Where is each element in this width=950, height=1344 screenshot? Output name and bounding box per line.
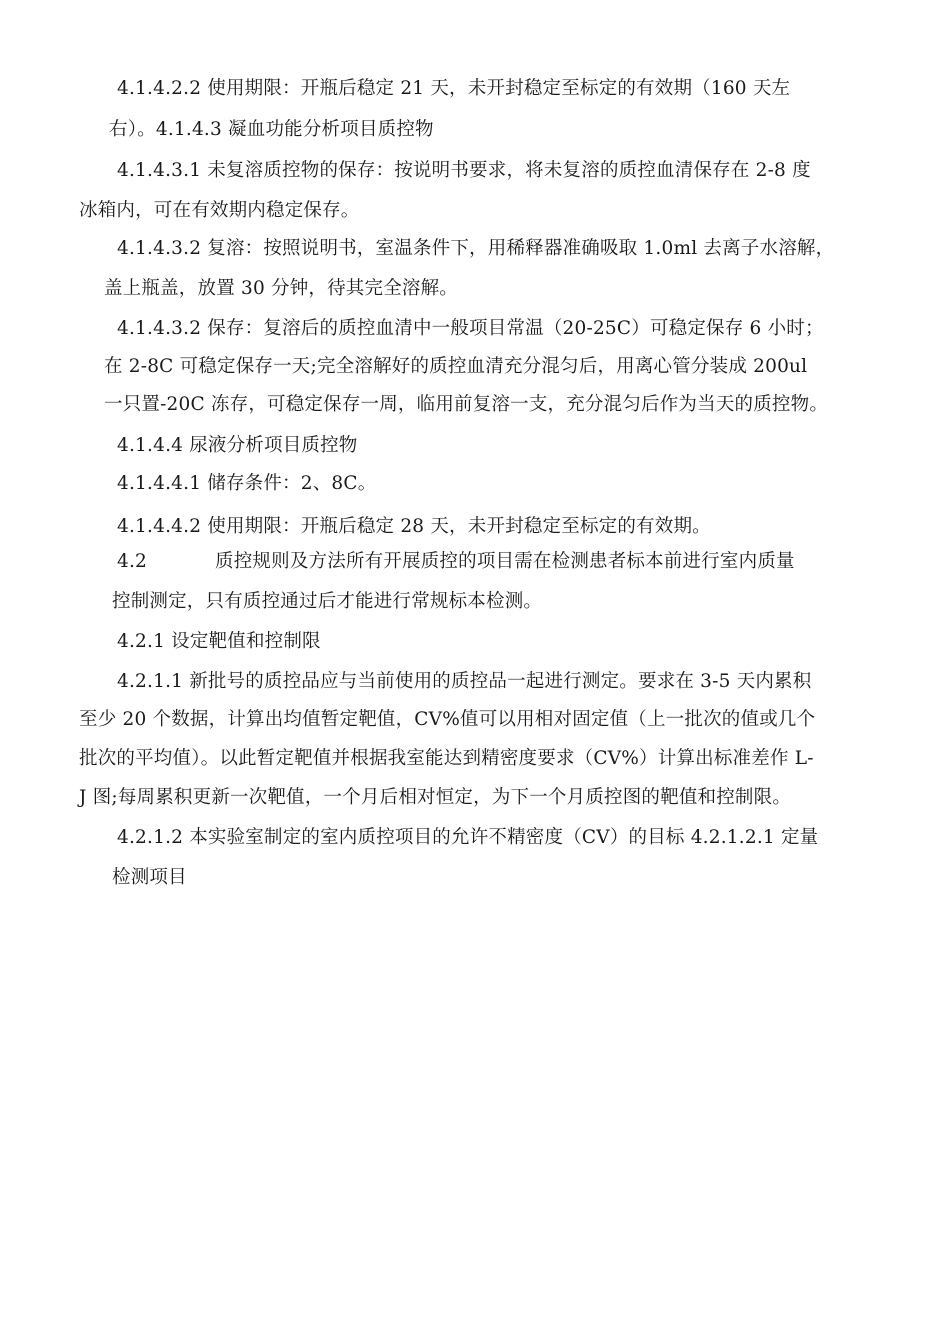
text-line-3: 4.1.4.3.1 未复溶质控物的保存：按说明书要求，将未复溶的质控血清保存在 2-8 度: [117, 160, 811, 181]
text-line-4: 冰箱内，可在有效期内稳定保存。: [79, 200, 360, 221]
text-line-21: 检测项目: [112, 867, 187, 888]
text-line-13: [117, 549, 795, 575]
text-line-14: 控制测定，只有质控通过后才能进行常规标本检测。: [112, 591, 543, 612]
section-text: 质控规则及方法所有开展质控的项目需在检测患者标本前进行室内质量: [215, 551, 795, 572]
text-line-18: 批次的平均值）。以此暂定靶值并根据我室能达到精密度要求（CV%）计算出标准差作 L-: [79, 748, 814, 769]
text-line-20: 4.2.1.2 本实验室制定的室内质控项目的允许不精密度（CV）的目标 4.2.1.2.1 定量: [117, 827, 819, 848]
text-line-19: J 图;每周累积更新一次靶值，一个月后相对恒定，为下一个月质控图的靶值和控制限。: [79, 787, 792, 808]
text-line-12: 4.1.4.4.2 使用期限：开瓶后稳定 28 天，未开封稳定至标定的有效期。: [117, 516, 711, 537]
text-line-8: 在 2-8C 可稳定保存一天;完全溶解好的质控血清充分混匀后，用离心管分装成 200ul: [104, 356, 808, 377]
text-line-15: 4.2.1 设定靶值和控制限: [117, 631, 321, 652]
text-line-11: 4.1.4.4.1 储存条件：2、8C。: [117, 473, 377, 494]
text-line-2: 右）。4.1.4.3 凝血功能分析项目质控物: [109, 119, 434, 140]
text-line-7: 4.1.4.3.2 保存：复溶后的质控血清中一般项目常温（20-25C）可稳定保存 6 小时；: [117, 318, 824, 339]
section-number: 4.2: [117, 551, 148, 572]
text-line-16: 4.2.1.1 新批号的质控品应与当前使用的质控品一起进行测定。要求在 3-5 天内累积: [117, 671, 812, 692]
text-line-9: 一只置-20C 冻存，可稳定保存一周，临用前复溶一支，充分混匀后作为当天的质控物。: [104, 394, 829, 415]
text-line-5: 4.1.4.3.2 复溶：按照说明书，室温条件下，用稀释器准确吸取 1.0ml 去离子水溶解，: [117, 238, 835, 259]
text-line-17: 至少 20 个数据，计算出均值暂定靶值，CV%值可以用相对固定值（上一批次的值或几个: [79, 709, 816, 730]
text-line-10: 4.1.4.4 尿液分析项目质控物: [117, 435, 358, 456]
text-line-1: 4.1.4.2.2 使用期限：开瓶后稳定 21 天，未开封稳定至标定的有效期（160 天左: [117, 78, 791, 99]
text-line-6: 盖上瓶盖，放置 30 分钟，待其完全溶解。: [104, 278, 459, 299]
